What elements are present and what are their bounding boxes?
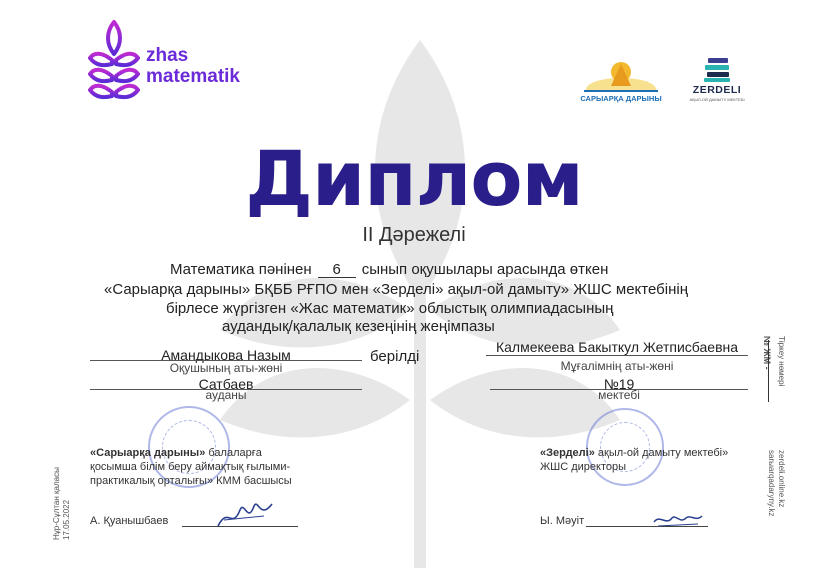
grade-suffix-text: сынып оқушылары арасында өткен — [361, 261, 609, 278]
right-org-name: «Зерделі» — [540, 447, 595, 459]
right-signer-name: Ы. Мәуіт — [540, 515, 585, 527]
saryarka-caption: САРЫАРҚА ДАРЫНЫ — [580, 94, 662, 103]
registration-rule — [768, 340, 769, 402]
teacher-field — [486, 339, 748, 375]
right-org-line-2: ЖШС директоры — [540, 461, 627, 473]
berildi-text: берілді — [370, 348, 420, 365]
student-caption: Оқушының аты-жөні — [169, 361, 283, 375]
zhas-text: zhas — [146, 45, 189, 66]
saryarka-site: sarыarqadaryny.kz — [767, 450, 776, 517]
saryarka-daryny-logo — [578, 56, 664, 108]
zerdeli-logo — [684, 54, 750, 106]
wheat-logo-icon — [88, 18, 140, 118]
teacher-rule — [486, 355, 748, 356]
right-org-rest: ақыл-ой дамыту мектебі» — [594, 447, 729, 459]
registration-label: Тіркеу нөмері — [777, 336, 786, 387]
zhas-matematik-wordmark — [146, 45, 240, 87]
left-signer-org — [90, 446, 292, 488]
left-side-note — [52, 467, 72, 540]
left-org-line-3: практикалық орталығы» КММ басшысы — [90, 475, 292, 487]
teacher-name: Калмекеева Бакыткул Жетписбаевна — [495, 339, 739, 355]
school-number: №19 — [603, 376, 635, 392]
registration-value-wrap — [762, 336, 772, 370]
left-signer-name: А. Қуанышбаев — [90, 515, 169, 527]
student-field — [90, 346, 362, 376]
body-line-4: аудандық/қалалық кезеңінің жеңімпазы — [222, 318, 495, 335]
zerdeli-site: zerdeli.online.kz — [777, 450, 786, 508]
teacher-caption: Мұғалімнің аты-жөні — [560, 359, 674, 373]
body-line-3: бірлесе жүргізген «Жас математик» облыстық олимпиадасының — [166, 300, 614, 317]
websites-note — [766, 450, 786, 517]
zerdeli-name: ZERDELI — [692, 84, 742, 96]
left-org-rest: балаларға — [205, 447, 262, 459]
school-caption: мектебі — [598, 388, 640, 402]
district-value: Сатбаев — [198, 376, 254, 392]
registration-value: № ЖМ - — [762, 336, 772, 370]
degree-label: II Дәрежелі — [362, 224, 466, 246]
left-org-line-2: қосымша білім беру аймақтық ғылыми- — [90, 461, 291, 473]
student-name: Амандыкова Назым — [161, 347, 291, 363]
books-icon — [684, 54, 750, 84]
diploma-title: Диплом — [245, 134, 583, 223]
right-signature-icon — [650, 508, 706, 532]
registration-note — [776, 336, 786, 386]
district-field — [90, 375, 362, 405]
zhas-matematik-logo — [88, 18, 278, 118]
zerdeli-subtitle: АҚЫЛ-ОЙ ДАМЫТУ МЕКТЕБІ — [689, 97, 745, 102]
body-line-2: «Сарыарқа дарыны» БҚББ РҒПО мен «Зерделі» ақыл-ой дамыту» ЖШС мектебінің — [104, 281, 688, 298]
grade-value: 6 — [318, 263, 356, 278]
subject-text: Математика пәнінен — [170, 261, 312, 278]
body-line-1 — [170, 261, 608, 278]
saryarka-emblem-icon — [578, 56, 664, 94]
city-text: Нұр-Сұлтан қаласы — [52, 467, 61, 540]
school-field — [490, 375, 748, 405]
district-caption: ауданы — [205, 388, 247, 402]
right-signer-org — [540, 446, 728, 474]
left-signature-icon — [214, 496, 276, 534]
left-org-name: «Сарыарқа дарыны» — [90, 447, 206, 459]
matematik-text: matematik — [146, 66, 240, 87]
date-text: 17.05.2022 — [62, 499, 71, 540]
